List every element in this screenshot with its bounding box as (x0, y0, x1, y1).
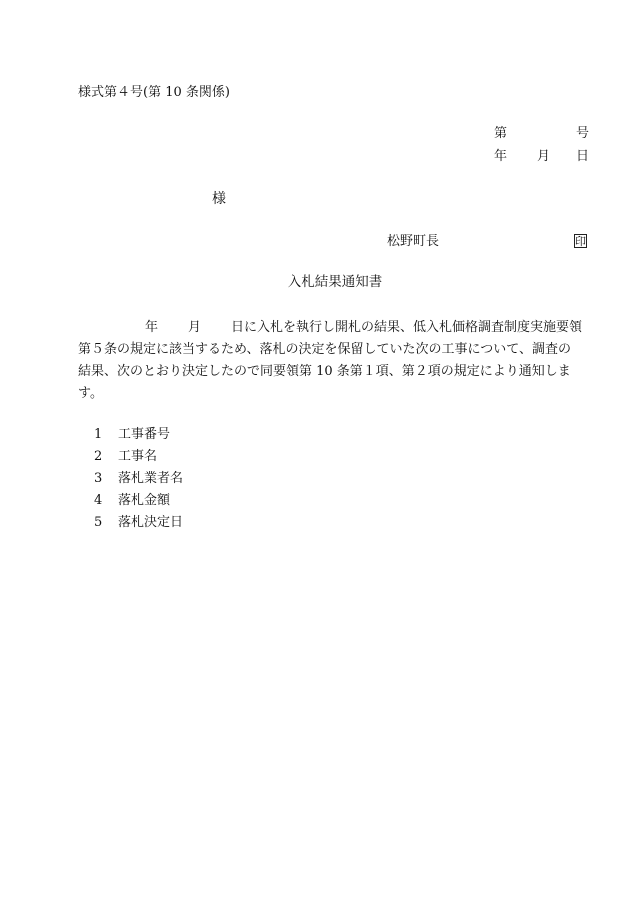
list-item (94, 468, 183, 490)
notice-body (78, 317, 590, 405)
item-number: 5 (94, 515, 103, 530)
list-item (94, 490, 183, 512)
recipient-honorific: 様 (212, 191, 226, 207)
sender-name: 松野町長 (387, 234, 440, 249)
date-year-label: 年 (494, 149, 508, 164)
document-title: 入札結果通知書 (287, 274, 383, 290)
item-label: 落札金額 (118, 493, 171, 508)
date-day-label: 日 (576, 149, 590, 164)
body-line-4: す。 (78, 386, 103, 401)
list-item (94, 424, 183, 446)
item-label: 工事名 (118, 449, 158, 464)
item-label: 落札決定日 (118, 515, 184, 530)
reference-number-suffix: 号 (576, 126, 590, 141)
reference-number-prefix: 第 (494, 126, 508, 141)
body-line-3: 結果、次のとおり決定したので同要領第 10 条第１項、第２項の規定により通知しま (78, 364, 571, 379)
item-number: 1 (94, 427, 103, 442)
item-label: 工事番号 (118, 427, 171, 442)
body-line-1 (78, 317, 590, 339)
date-month-label: 月 (537, 149, 551, 164)
body-month-label: 月 (188, 320, 202, 335)
item-number: 2 (94, 449, 103, 464)
body-line-1-rest: 日に入札を執行し開札の結果、低入札価格調査制度実施要領 (231, 320, 583, 335)
body-line-2: 第５条の規定に該当するため、落札の決定を保留していた次の工事について、調査の (78, 342, 571, 357)
item-label: 落札業者名 (118, 471, 184, 486)
form-identifier: 様式第４号(第 10 条関係) (78, 85, 230, 100)
seal-mark: 印 (575, 234, 586, 248)
list-item (94, 446, 183, 468)
item-number: 3 (94, 471, 103, 486)
item-number: 4 (94, 493, 103, 508)
body-year-label: 年 (145, 320, 159, 335)
list-item (94, 512, 183, 534)
item-list (94, 424, 183, 534)
